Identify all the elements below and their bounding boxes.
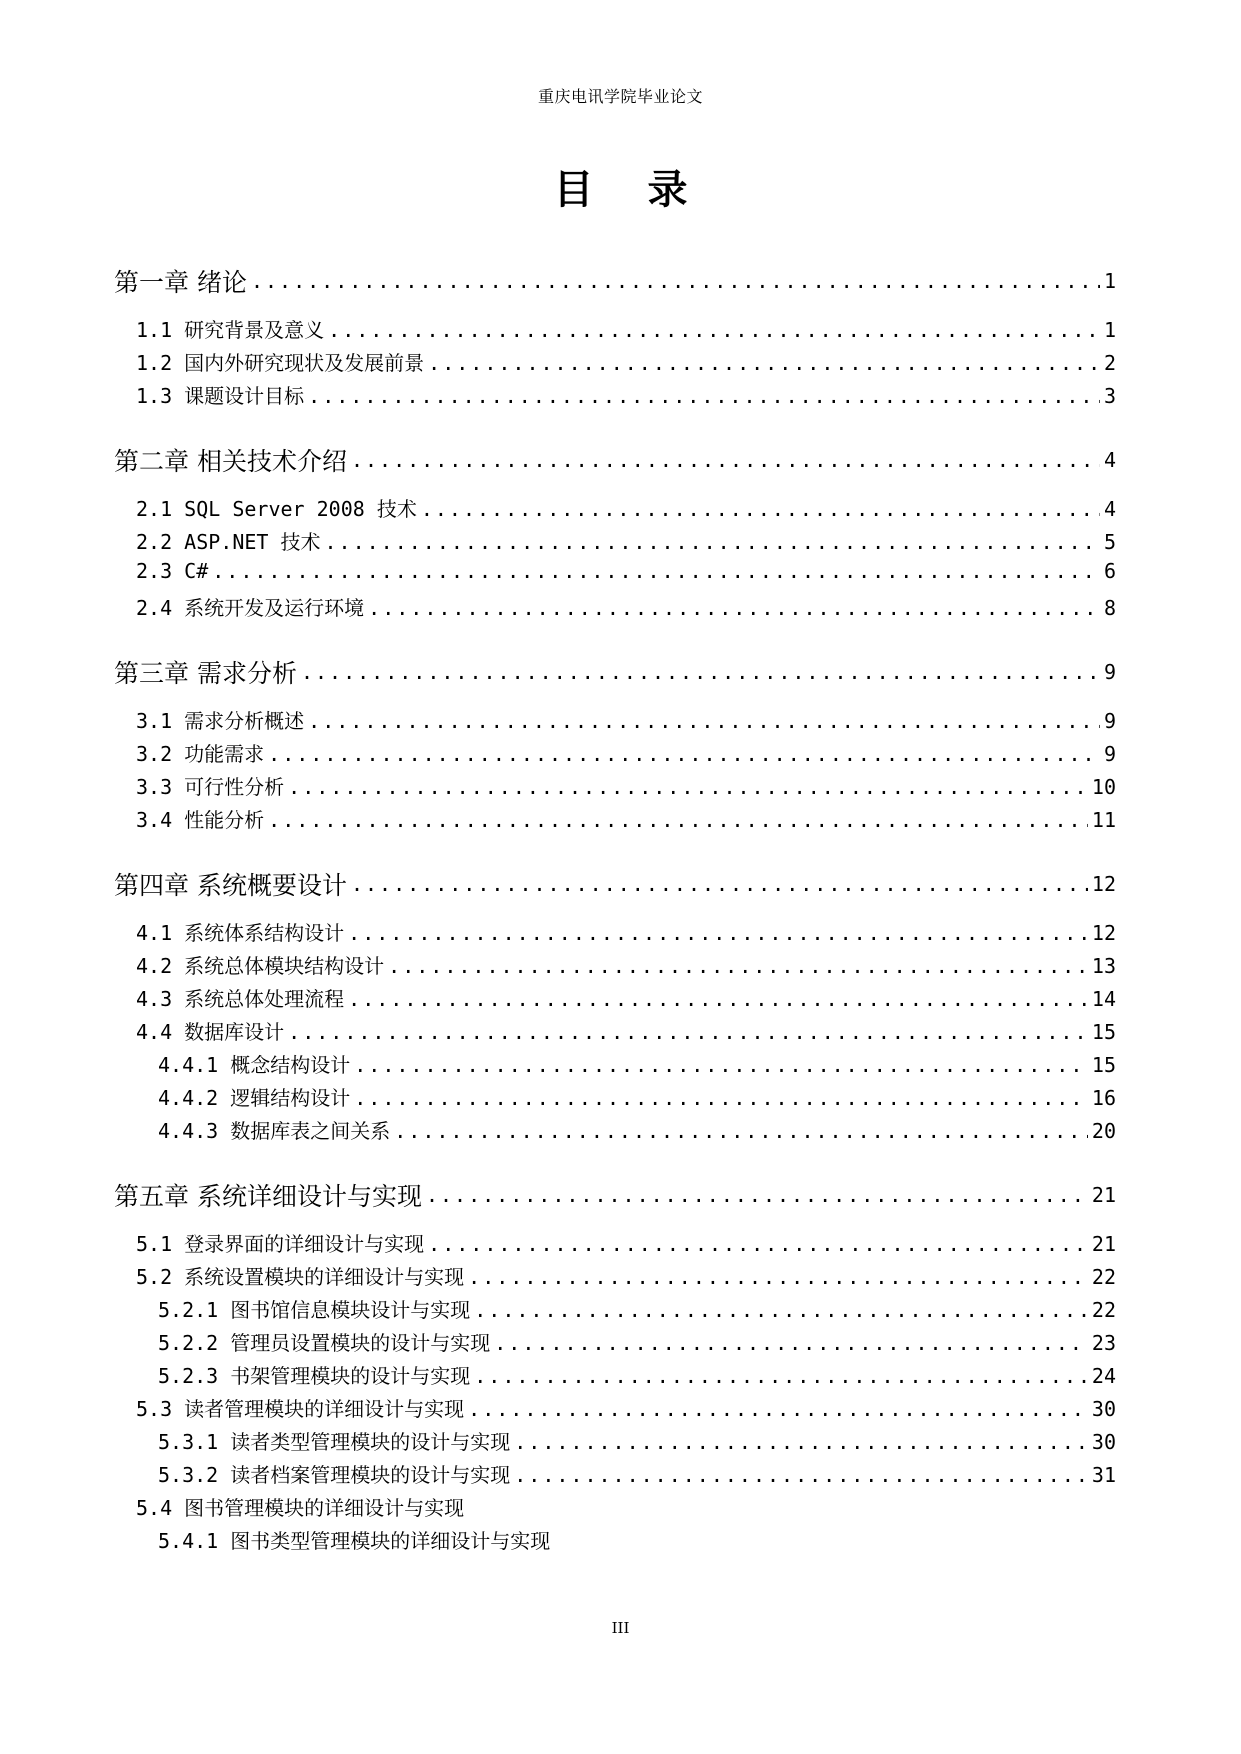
toc-subsection-entry[interactable] — [114, 1327, 1116, 1360]
toc-entry-title: 5.3 读者管理模块的详细设计与实现 — [136, 1397, 465, 1421]
toc-page-number: 16 — [1091, 1086, 1116, 1110]
toc-page-number: 30 — [1091, 1397, 1116, 1421]
toc-entry-title: 5.3.2 读者档案管理模块的设计与实现 — [158, 1463, 511, 1487]
toc-page-number: 21 — [1091, 1232, 1116, 1256]
toc-section-entry[interactable] — [114, 771, 1116, 804]
toc-entry-title: 1.3 课题设计目标 — [136, 384, 305, 408]
page-title: 目 录 — [553, 167, 708, 213]
toc-entry-title: 3.2 功能需求 — [136, 742, 265, 766]
toc-dot-leader — [268, 744, 1100, 764]
toc-entry-title: 2.1 SQL Server 2008 技术 — [136, 497, 417, 521]
toc-entry-title: 5.3.1 读者类型管理模块的设计与实现 — [158, 1430, 511, 1454]
toc-page-number: 3 — [1103, 384, 1116, 408]
toc-chapter-title: 第二章 相关技术介绍 — [114, 447, 347, 476]
toc-page-number: 9 — [1103, 709, 1116, 733]
toc-dot-leader — [268, 810, 1088, 830]
toc-dot-leader — [351, 450, 1100, 470]
toc-entry-title: 1.2 国内外研究现状及发展前景 — [136, 351, 425, 375]
toc-dot-leader — [288, 1022, 1088, 1042]
toc-dot-leader — [348, 989, 1088, 1009]
toc-subsection-entry[interactable] — [114, 1049, 1116, 1082]
toc-subsection-entry[interactable] — [114, 1115, 1116, 1148]
toc-chapter-title: 第一章 绪论 — [114, 268, 247, 297]
toc-page-number: 15 — [1091, 1020, 1116, 1044]
toc-dot-leader — [348, 923, 1088, 943]
toc-page-number: 10 — [1091, 775, 1116, 799]
toc-dot-leader — [308, 711, 1100, 731]
toc-dot-leader — [328, 320, 1100, 340]
toc-chapter — [114, 437, 1116, 625]
toc-dot-leader — [301, 662, 1100, 682]
toc-entry-title: 2.3 C# — [136, 559, 209, 583]
toc-page-number: 22 — [1091, 1298, 1116, 1322]
toc-dot-leader — [394, 1121, 1088, 1141]
toc-dot-leader — [325, 532, 1100, 552]
toc-dot-leader — [251, 271, 1100, 291]
page-number-footer: III — [611, 1619, 630, 1637]
toc-page-number: 21 — [1091, 1183, 1116, 1207]
toc-section-entry[interactable] — [114, 705, 1116, 738]
toc-entry-title: 4.2 系统总体模块结构设计 — [136, 954, 385, 978]
toc-chapter — [114, 1172, 1116, 1558]
toc-section-entry[interactable] — [114, 526, 1116, 559]
toc-section-entry[interactable] — [114, 380, 1116, 413]
toc-dot-leader — [494, 1333, 1088, 1353]
toc-dot-leader — [354, 1055, 1088, 1075]
toc-dot-leader — [428, 1234, 1088, 1254]
toc-dot-leader — [212, 561, 1100, 581]
toc-chapter-title: 第五章 系统详细设计与实现 — [114, 1182, 422, 1211]
toc-dot-leader — [308, 386, 1100, 406]
toc-page-number: 1 — [1103, 269, 1116, 293]
toc-section-entry[interactable] — [114, 983, 1116, 1016]
toc-entry-title: 5.2 系统设置模块的详细设计与实现 — [136, 1265, 465, 1289]
toc-entry-title: 5.2.3 书架管理模块的设计与实现 — [158, 1364, 471, 1388]
toc-page-number: 13 — [1091, 954, 1116, 978]
toc-dot-leader — [428, 353, 1100, 373]
toc-dot-leader — [426, 1185, 1088, 1205]
toc-entry-title: 3.3 可行性分析 — [136, 775, 285, 799]
table-of-contents — [114, 258, 1116, 1558]
toc-page-number: 9 — [1103, 660, 1116, 684]
toc-page-number: 14 — [1091, 987, 1116, 1011]
toc-chapter — [114, 649, 1116, 837]
toc-entry-title: 4.3 系统总体处理流程 — [136, 987, 345, 1011]
toc-entry-title: 5.2.2 管理员设置模块的设计与实现 — [158, 1331, 491, 1355]
toc-chapter-entry[interactable] — [114, 437, 1116, 483]
toc-section-entry[interactable] — [114, 347, 1116, 380]
toc-chapter-entry[interactable] — [114, 861, 1116, 907]
toc-page-number: 12 — [1091, 872, 1116, 896]
toc-entry-title: 4.1 系统体系结构设计 — [136, 921, 345, 945]
toc-entry-title: 4.4 数据库设计 — [136, 1020, 285, 1044]
toc-entry-title: 5.4 图书管理模块的详细设计与实现 — [136, 1496, 465, 1520]
toc-section-entry[interactable] — [114, 1261, 1116, 1294]
toc-section-entry[interactable] — [114, 592, 1116, 625]
toc-page-number: 24 — [1091, 1364, 1116, 1388]
toc-entry-title: 1.1 研究背景及意义 — [136, 318, 325, 342]
toc-section-entry[interactable] — [114, 314, 1116, 347]
toc-page-number: 22 — [1091, 1265, 1116, 1289]
running-header: 重庆电讯学院毕业论文 — [537, 87, 703, 106]
toc-section-entry[interactable] — [114, 1492, 1116, 1525]
toc-page-number: 12 — [1091, 921, 1116, 945]
toc-subsection-entry[interactable] — [114, 1525, 1116, 1558]
toc-section-entry[interactable] — [114, 493, 1116, 526]
toc-dot-leader — [514, 1465, 1088, 1485]
toc-dot-leader — [474, 1300, 1088, 1320]
toc-page-number: 4 — [1103, 448, 1116, 472]
toc-dot-leader — [351, 874, 1088, 894]
toc-section-entry[interactable] — [114, 1016, 1116, 1049]
toc-entry-title: 5.4.1 图书类型管理模块的详细设计与实现 — [158, 1529, 551, 1553]
toc-section-entry[interactable] — [114, 1228, 1116, 1261]
toc-entry-title: 4.4.2 逻辑结构设计 — [158, 1086, 351, 1110]
toc-page-number: 23 — [1091, 1331, 1116, 1355]
toc-entry-title: 4.4.3 数据库表之间关系 — [158, 1119, 391, 1143]
toc-section-entry[interactable] — [114, 804, 1116, 837]
toc-dot-leader — [514, 1432, 1088, 1452]
toc-dot-leader — [354, 1088, 1088, 1108]
toc-section-entry[interactable] — [114, 738, 1116, 771]
toc-section-entry[interactable] — [114, 917, 1116, 950]
toc-dot-leader — [388, 956, 1088, 976]
toc-dot-leader — [474, 1366, 1088, 1386]
toc-chapter-entry[interactable] — [114, 649, 1116, 695]
toc-entry-title: 4.4.1 概念结构设计 — [158, 1053, 351, 1077]
toc-page-number: 2 — [1103, 351, 1116, 375]
toc-page-number: 11 — [1091, 808, 1116, 832]
toc-subsection-entry[interactable] — [114, 1294, 1116, 1327]
toc-entry-title: 2.2 ASP.NET 技术 — [136, 530, 321, 554]
toc-entry-title: 3.4 性能分析 — [136, 808, 265, 832]
toc-entry-title: 5.2.1 图书馆信息模块设计与实现 — [158, 1298, 471, 1322]
toc-section-entry[interactable] — [114, 559, 1116, 592]
toc-chapter-entry[interactable] — [114, 258, 1116, 304]
toc-page-number: 1 — [1103, 318, 1116, 342]
toc-chapter — [114, 258, 1116, 413]
toc-page-number: 9 — [1103, 742, 1116, 766]
toc-dot-leader — [288, 777, 1088, 797]
toc-subsection-entry[interactable] — [114, 1426, 1116, 1459]
toc-subsection-entry[interactable] — [114, 1082, 1116, 1115]
toc-chapter-title: 第四章 系统概要设计 — [114, 871, 347, 900]
toc-section-entry[interactable] — [114, 1393, 1116, 1426]
toc-chapter — [114, 861, 1116, 1148]
toc-page-number: 4 — [1103, 497, 1116, 521]
toc-page-number: 15 — [1091, 1053, 1116, 1077]
toc-page-number: 5 — [1103, 530, 1116, 554]
toc-section-entry[interactable] — [114, 950, 1116, 983]
toc-subsection-entry[interactable] — [114, 1360, 1116, 1393]
toc-dot-leader — [421, 499, 1100, 519]
toc-dot-leader — [468, 1399, 1088, 1419]
toc-chapter-title: 第三章 需求分析 — [114, 659, 297, 688]
toc-page-number: 6 — [1103, 559, 1116, 583]
toc-entry-title: 3.1 需求分析概述 — [136, 709, 305, 733]
toc-chapter-entry[interactable] — [114, 1172, 1116, 1218]
toc-entry-title: 2.4 系统开发及运行环境 — [136, 596, 365, 620]
toc-subsection-entry[interactable] — [114, 1459, 1116, 1492]
toc-page-number: 20 — [1091, 1119, 1116, 1143]
toc-entry-title: 5.1 登录界面的详细设计与实现 — [136, 1232, 425, 1256]
toc-page-number: 30 — [1091, 1430, 1116, 1454]
toc-dot-leader — [468, 1267, 1088, 1287]
toc-page-number: 31 — [1091, 1463, 1116, 1487]
toc-page-number: 8 — [1103, 596, 1116, 620]
toc-dot-leader — [368, 598, 1100, 618]
